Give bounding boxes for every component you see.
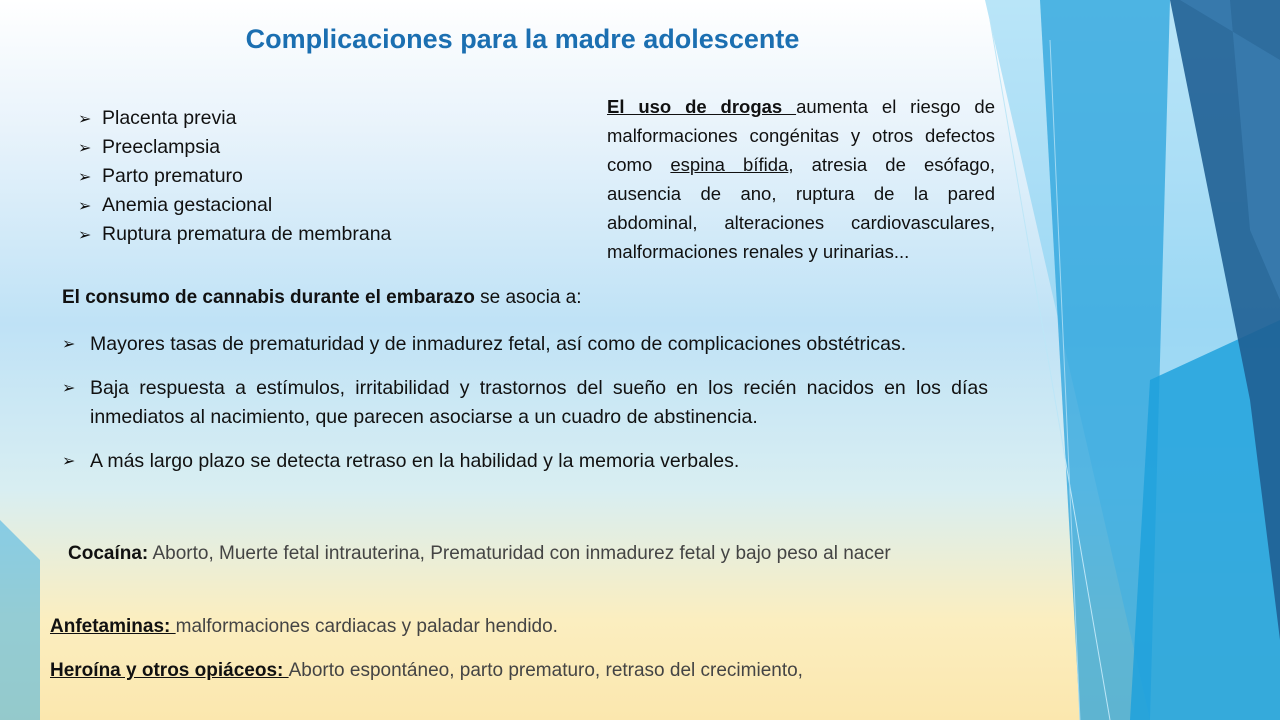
espina-bifida-text: espina bífida [670,154,789,175]
list-item: ➢ Mayores tasas de prematuridad y de inmadurez fetal, así como de complicaciones obstétricas. [62,330,988,359]
heroina-effects: Heroína y otros opiáceos: Aborto espontáneo, parto prematuro, retraso del crecimiento, [50,660,803,681]
slide-title: Complicaciones para la madre adolescente [245,24,800,54]
arrow-bullet-icon: ➢ [78,198,92,215]
arrow-bullet-icon: ➢ [62,380,76,397]
anfetaminas-effects: Anfetaminas: malformaciones cardiacas y paladar hendido. [50,616,558,637]
cocaina-effects: Cocaína: Aborto, Muerte fetal intrauterina, Prematuridad con inmadurez fetal y bajo peso al nacer [68,543,891,564]
arrow-bullet-icon: ➢ [78,169,92,186]
list-item: ➢ Placenta previa [78,104,391,133]
arrow-bullet-icon: ➢ [78,111,92,128]
arrow-bullet-icon: ➢ [78,140,92,157]
arrow-bullet-icon: ➢ [62,336,76,353]
drugs-paragraph: El uso de drogas aumenta el riesgo de malformaciones congénitas y otros defectos como espina bífida, atresia de esófago, ausencia de ano, ruptura de la pared abdominal, alteraciones cardiovasculares, malformaciones renales y urinarias... [607,96,996,262]
list-item: ➢ Baja respuesta a estímulos, irritabilidad y trastornos del sueño en los recién nacidos en los días inmediatos al nacimiento, que parecen asociarse a un cuadro de abstinencia. [62,374,988,432]
arrow-bullet-icon: ➢ [78,227,92,244]
complications-list [78,104,391,249]
deco-left-facet [0,520,40,720]
list-item: ➢ A más largo plazo se detecta retraso en la habilidad y la memoria verbales. [62,447,988,476]
cannabis-effects-list [62,330,988,491]
list-item: ➢ Preeclampsia [78,133,391,162]
list-item: ➢ Ruptura prematura de membrana [78,220,391,249]
cannabis-intro: El consumo de cannabis durante el embarazo se asocia a: [62,287,582,308]
list-item: ➢ Anemia gestacional [78,191,391,220]
drugs-lead: El uso de drogas [607,96,797,117]
list-item: ➢ Parto prematuro [78,162,391,191]
arrow-bullet-icon: ➢ [62,453,76,470]
